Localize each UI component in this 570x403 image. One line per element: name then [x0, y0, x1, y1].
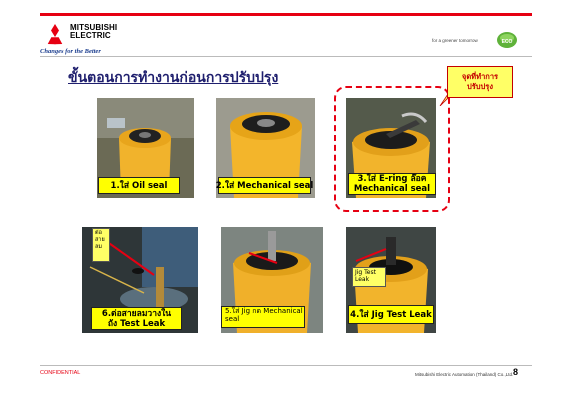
step-6-label-line-2: ถัง Test Leak — [107, 318, 166, 329]
jig-note-line-1: Jig Test — [355, 269, 376, 276]
step-5-label-line-2: seal — [225, 315, 240, 323]
brand-line-2: ELECTRIC — [70, 31, 111, 40]
brand-wordmark — [70, 24, 117, 40]
air-hose-note-line-1: ต่อ — [95, 230, 102, 236]
right-tagline: for a greener tomorrow — [432, 38, 478, 43]
step-4-label: 4.ใส่ Jig Test Leak — [348, 305, 434, 324]
air-hose-note-line-2: สาย — [95, 237, 105, 243]
step-3-label-line-2: Mechanical seal — [353, 184, 431, 194]
brand-line-1: MITSUBISHI — [70, 23, 118, 32]
header-top-rule — [40, 13, 532, 16]
step-5-label-line-1: 5.ใส่ Jig กด Mechanical — [225, 307, 303, 315]
air-hose-note — [92, 228, 110, 262]
brand-tagline: Changes for the Better — [40, 48, 101, 55]
step-3-label — [348, 173, 436, 195]
step-5-label — [221, 306, 305, 328]
jig-test-leak-note — [352, 267, 386, 287]
callout-line-1: จุดที่ทำการ — [461, 72, 499, 81]
step-6-label — [91, 307, 182, 330]
step-3-label-line-1: 3.ใส่ E-ring ล๊อค — [357, 174, 427, 184]
confidential-label: CONFIDENTIAL — [40, 370, 81, 376]
step-2-label: 2.ใส่ Mechanical seal — [218, 177, 311, 194]
eco-badge-text: ECO — [501, 39, 513, 45]
page-number: 8 — [513, 367, 519, 377]
callout-line-2: ปรับปรุง — [466, 82, 493, 91]
page-title: ขั้นตอนการทำงานก่อนการปรับปรุง — [68, 70, 279, 86]
footer-divider — [40, 365, 532, 366]
header-divider — [40, 56, 532, 57]
jig-note-line-2: Leak — [355, 276, 370, 283]
eco-leaf-icon — [496, 30, 518, 50]
air-hose-note-line-3: ลม — [95, 244, 102, 250]
step-6-label-line-1: 6.ต่อสายลมวางใน — [101, 308, 172, 319]
improvement-point-callout — [447, 66, 513, 98]
company-name: Mitsubishi Electric Automation (Thailand) Co.,Ltd. — [415, 372, 514, 377]
step-1-label: 1.ใส่ Oil seal — [98, 177, 180, 194]
